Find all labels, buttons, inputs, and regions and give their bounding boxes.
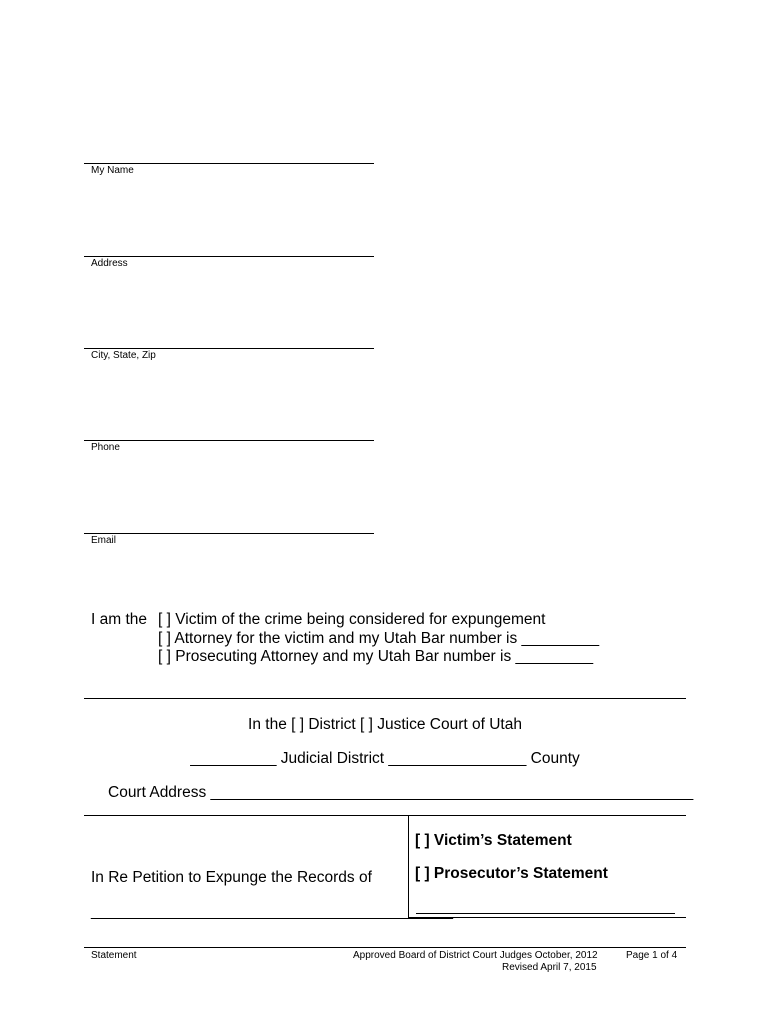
caption-petitioner-name-blank[interactable]: __________________________________________ bbox=[91, 903, 454, 920]
footer-rule bbox=[84, 947, 686, 948]
address-line[interactable] bbox=[84, 256, 374, 257]
caption-petition-title: In Re Petition to Expunge the Records of bbox=[91, 869, 372, 886]
phone-label: Phone bbox=[91, 442, 120, 453]
my-name-line[interactable] bbox=[84, 163, 374, 164]
footer-form-name: Statement bbox=[91, 950, 137, 961]
caption-right-blank-line[interactable] bbox=[416, 913, 675, 914]
my-name-label: My Name bbox=[91, 165, 134, 176]
role-option-victim-attorney[interactable]: [ ] Attorney for the victim and my Utah Bar number is _________ bbox=[158, 630, 600, 647]
footer-approved: Approved Board of District Court Judges October, 2012 bbox=[353, 950, 598, 961]
victims-statement-option[interactable]: [ ] Victim’s Statement bbox=[415, 832, 572, 849]
role-option-victim[interactable]: [ ] Victim of the crime being considered for expungement bbox=[158, 611, 546, 628]
email-line[interactable] bbox=[84, 533, 374, 534]
court-type-line[interactable]: In the [ ] District [ ] Justice Court of Utah bbox=[248, 716, 522, 733]
court-top-rule bbox=[84, 698, 686, 699]
footer-revised: Revised April 7, 2015 bbox=[502, 962, 597, 973]
prosecutors-statement-option[interactable]: [ ] Prosecutor’s Statement bbox=[415, 865, 608, 882]
court-address-line[interactable]: Court Address ________________________________________________________ bbox=[108, 784, 694, 801]
role-option-prosecuting-attorney[interactable]: [ ] Prosecuting Attorney and my Utah Bar number is _________ bbox=[158, 648, 594, 665]
caption-top-rule bbox=[84, 815, 686, 816]
email-label: Email bbox=[91, 535, 117, 546]
role-prefix: I am the bbox=[91, 611, 147, 628]
city-state-zip-label: City, State, Zip bbox=[91, 350, 156, 361]
city-state-zip-line[interactable] bbox=[84, 348, 374, 349]
address-label: Address bbox=[91, 258, 128, 269]
phone-line[interactable] bbox=[84, 440, 374, 441]
judicial-district-county-line[interactable]: __________ Judicial District ________________ County bbox=[190, 750, 580, 767]
footer-page-number: Page 1 of 4 bbox=[626, 950, 678, 961]
